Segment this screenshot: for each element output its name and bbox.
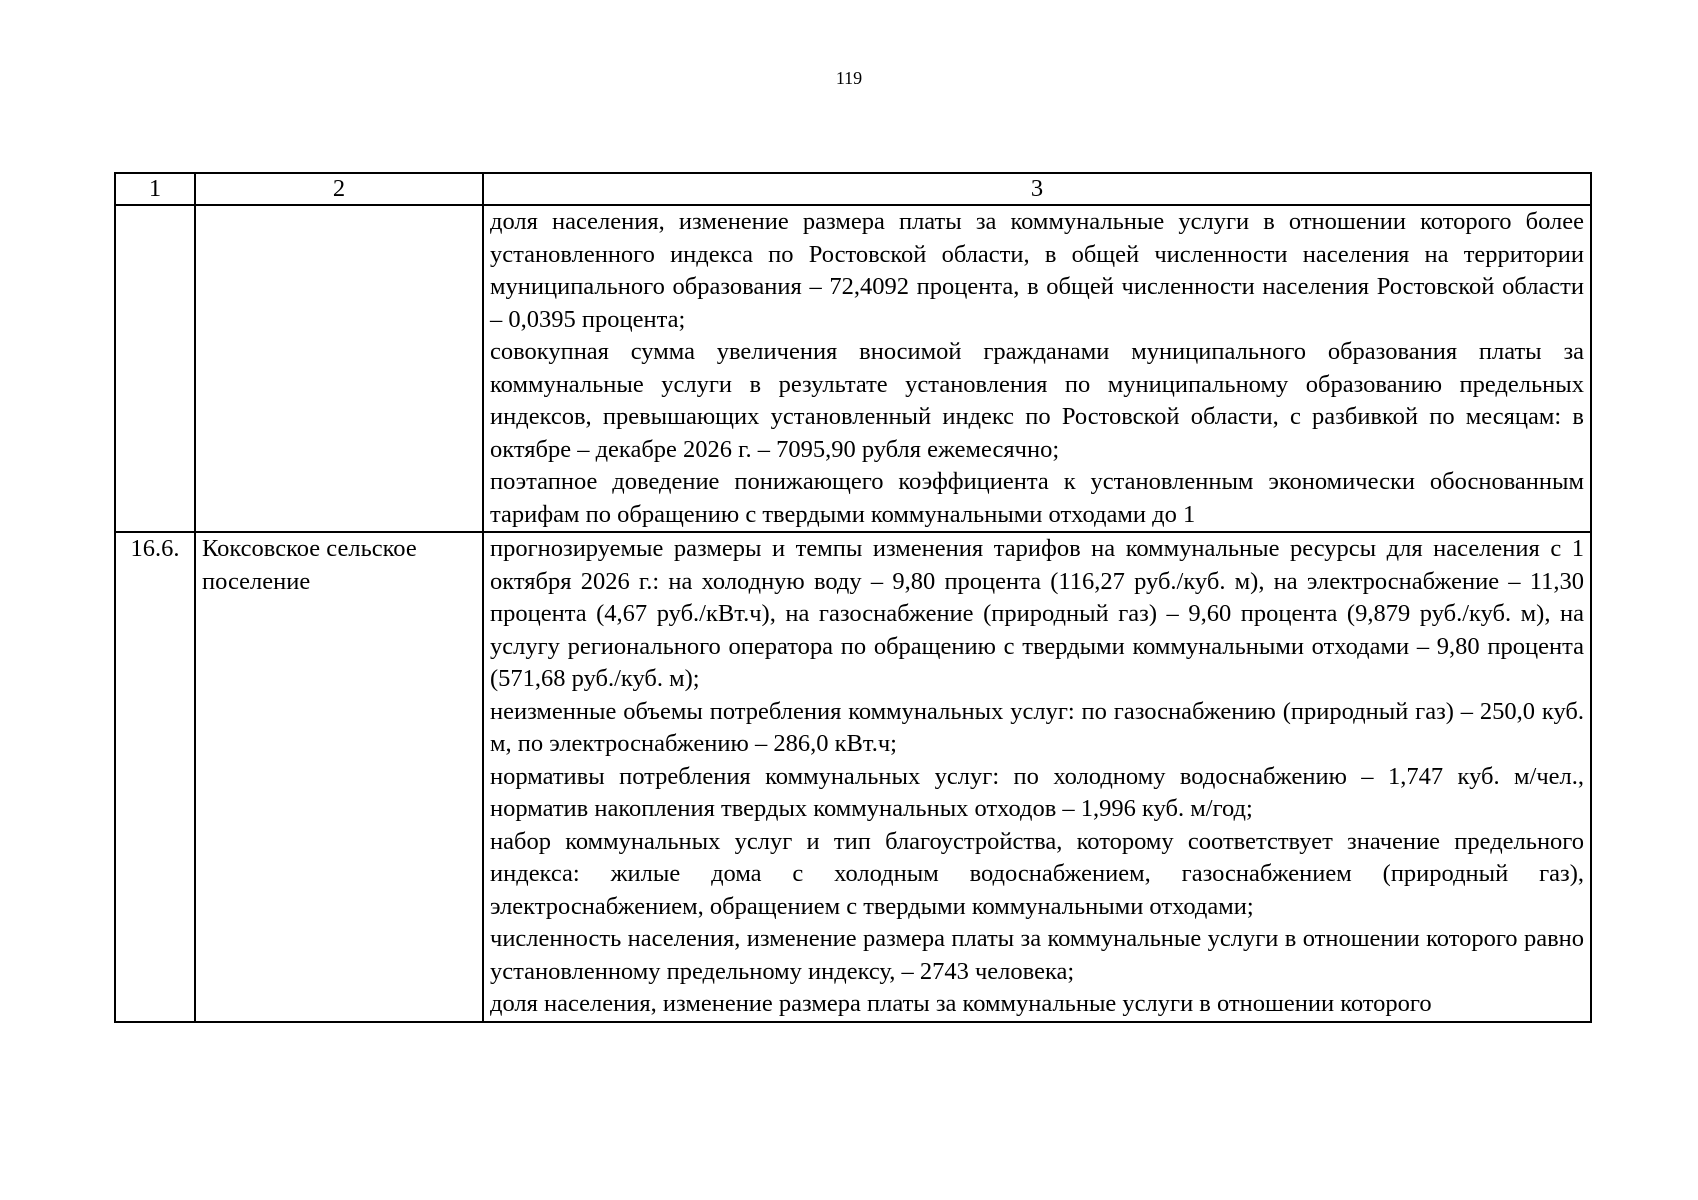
indicator-paragraph: прогнозируемые размеры и темпы изменения тарифов на коммунальные ресурсы для населения с 1 октября 2026 г.: на холодную воду – 9,80 процента (116,27 руб./куб. м), на электроснабжение – 11,30 процента (4,67 руб./кВт.ч), на газоснабжение (природный газ) – 9,60 процента (9,879 руб./куб. м), на услугу регионального оператора по обращению с твердыми коммунальными отходами – 9,80 процента (571,68 руб./куб. м);	[490, 535, 1584, 692]
header-cell-3: 3	[483, 173, 1591, 205]
table-header-row	[115, 173, 1591, 205]
indicator-text	[483, 205, 1591, 532]
indicator-paragraph: доля населения, изменение размера платы за коммунальные услуги в отношении которого	[490, 990, 1432, 1017]
indicator-paragraph: численность населения, изменение размера платы за коммунальные услуги в отношении которого равно установленному предельному индексу, – 2743 человека;	[490, 925, 1584, 985]
indicator-paragraph: набор коммунальных услуг и тип благоустройства, которому соответствует значение предельного индекса: жилые дома с холодным водоснабжением, газоснабжением (природный газ), электроснабжением, обращением с твердыми коммунальными отходами;	[490, 827, 1584, 920]
document-table	[114, 172, 1592, 1023]
table-row	[115, 205, 1591, 532]
row-number: 16.6.	[115, 532, 195, 1022]
indicator-paragraph: неизменные объемы потребления коммунальных услуг: по газоснабжению (природный газ) – 250,0 куб. м, по электроснабжению – 286,0 кВт.ч;	[490, 697, 1584, 757]
municipality-name: Коксовское сельское поселение	[195, 532, 483, 1022]
table-row	[115, 532, 1591, 1022]
indicator-text	[483, 532, 1591, 1022]
header-cell-2: 2	[195, 173, 483, 205]
page-number: 119	[835, 68, 863, 88]
municipality-name	[195, 205, 483, 532]
indicator-paragraph: поэтапное доведение понижающего коэффициента к установленным экономически обоснованным тарифам по обращению с твердыми коммунальными отходами до 1	[490, 468, 1584, 528]
indicator-paragraph: доля населения, изменение размера платы за коммунальные услуги в отношении которого более установленного индекса по Ростовской области, в общей численности населения на территории муниципального образования – 72,4092 процента, в общей численности населения Ростовской области – 0,0395 процента;	[490, 208, 1584, 333]
header-cell-1: 1	[115, 173, 195, 205]
indicator-paragraph: нормативы потребления коммунальных услуг: по холодному водоснабжению – 1,747 куб. м/чел., норматив накопления твердых коммунальных отходов – 1,996 куб. м/год;	[490, 762, 1584, 822]
indicator-paragraph: совокупная сумма увеличения вносимой гражданами муниципального образования платы за коммунальные услуги в результате установления по муниципальному образованию предельных индексов, превышающих установленный индекс по Ростовской области, с разбивкой по месяцам: в октябре – декабре 2026 г. – 7095,90 рубля ежемесячно;	[490, 338, 1584, 463]
row-number	[115, 205, 195, 532]
